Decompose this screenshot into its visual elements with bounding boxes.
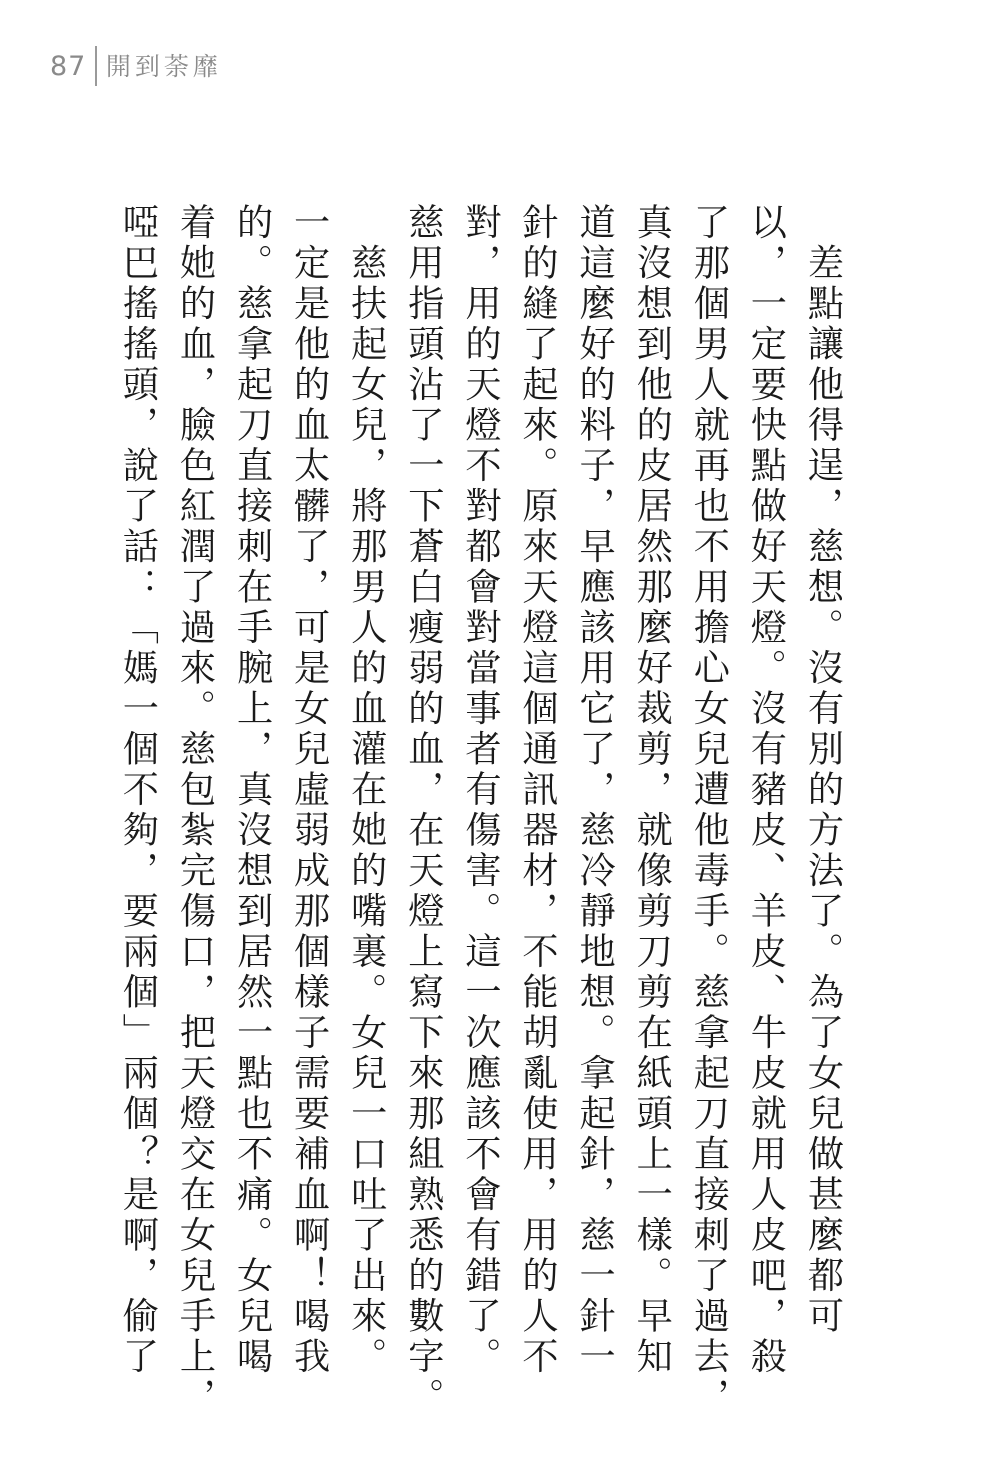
paragraph	[452, 203, 852, 1418]
page-number: 87	[50, 50, 87, 82]
text-column: 慈用指頭沾了一下蒼白瘦弱的血，在天燈上寫下來那組熟悉的數字。	[402, 203, 446, 1418]
header-divider	[95, 46, 97, 86]
text-column: 了那個男人就再也不用擔心女兒遭他毒手。慈拿起刀直接刺了過去，	[687, 203, 731, 1418]
paragraph	[110, 203, 395, 1418]
text-column: 差點讓他得逞，慈想。沒有別的方法了。為了女兒做甚麼都可	[802, 203, 845, 1337]
text-column: 着她的血，臉色紅潤了過來。慈包紮完傷口，把天燈交在女兒手上，	[173, 203, 217, 1418]
text-column: 啞巴搖搖頭，說了話：「媽一個不夠，要兩個」兩個？是啊，偷了	[116, 203, 160, 1378]
text-column: 道這麼好的料子，早應該用它了，慈冷靜地想。拿起針，慈一針一	[573, 203, 617, 1378]
text-column: 一定是他的血太髒了，可是女兒虛弱成那個樣子需要補血啊！喝我	[288, 203, 332, 1378]
paragraph	[395, 203, 452, 1418]
body-text	[110, 203, 852, 1418]
text-column: 的。慈拿起刀直接刺在手腕上，真沒想到居然一點也不痛。女兒喝	[231, 203, 275, 1378]
book-title: 開到荼靡	[105, 51, 222, 81]
text-column: 對，用的天燈不對都會對當事者有傷害。這一次應該不會有錯了。	[459, 203, 503, 1378]
text-column: 真沒想到他的皮居然那麼好裁剪，就像剪刀剪在紙頭上一樣。早知	[630, 203, 674, 1378]
running-header	[50, 42, 222, 90]
text-column: 慈扶起女兒，將那男人的血灌在她的嘴裏。女兒一口吐了出來。	[345, 203, 389, 1378]
text-column: 以，一定要快點做好天燈。沒有豬皮、羊皮、牛皮就用人皮吧，殺	[744, 203, 788, 1378]
text-column: 針的縫了起來。原來天燈這個通訊器材，不能胡亂使用，用的人不	[516, 203, 560, 1378]
